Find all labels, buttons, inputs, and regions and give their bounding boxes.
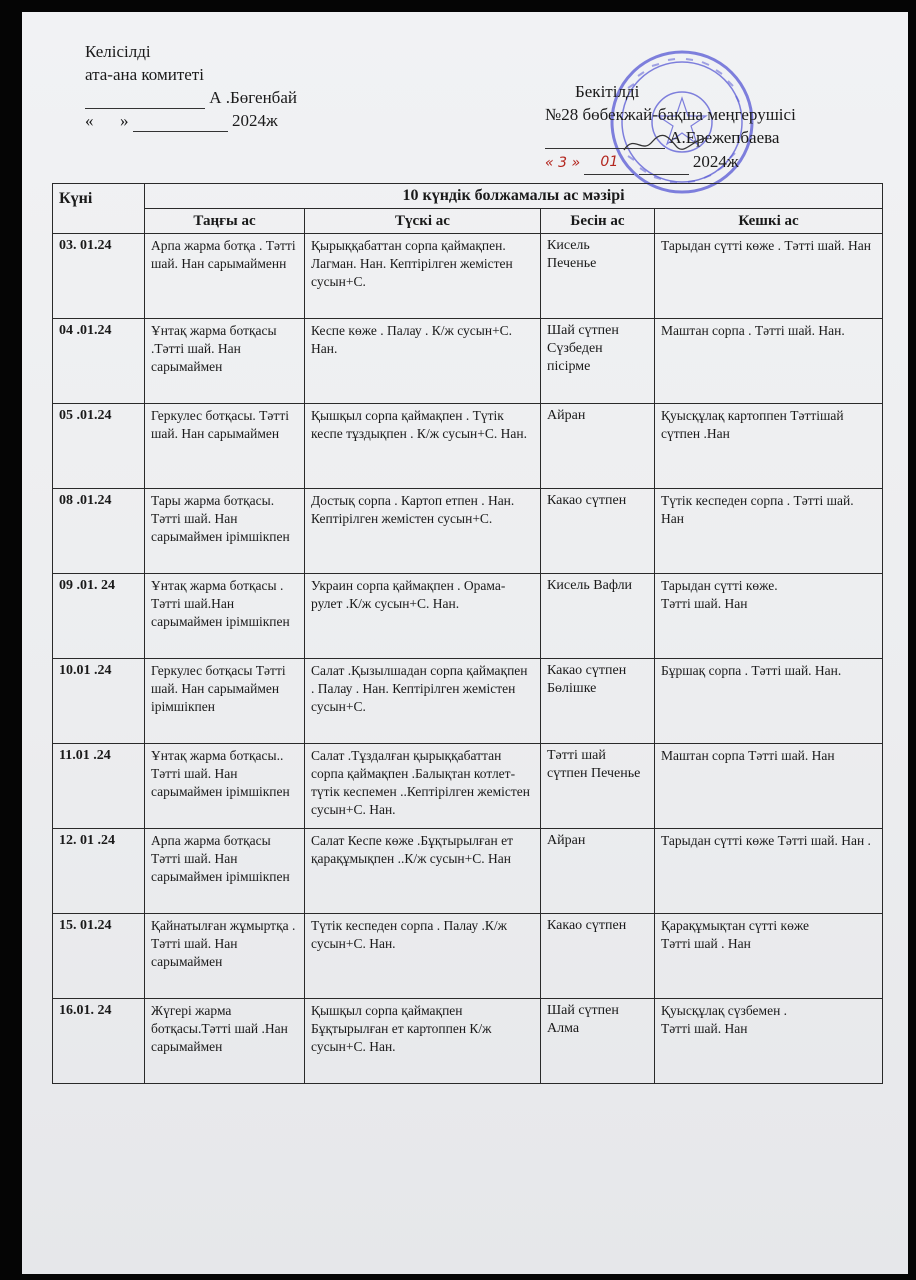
left-date-line: « » 2024ж: [85, 111, 278, 130]
day-cell: 04 .01.24: [53, 319, 145, 404]
kindergarten-head-label: №28 бөбекжай-бақша меңгерушісі: [545, 105, 796, 124]
menu-title: 10 күндік болжамалы ас мәзірі: [145, 184, 883, 209]
menu-row: [53, 914, 883, 999]
breakfast-cell: Арпа жарма ботқа . Тәтті шай. Нан сарымайменн: [145, 234, 305, 319]
day-cell: 16.01. 24: [53, 999, 145, 1084]
day-cell: 09 .01. 24: [53, 574, 145, 659]
lunch-cell: Қышқыл сорпа қаймақпен Бұқтырылған ет картоппен К/ж сусын+С. Нан.: [305, 999, 541, 1084]
menu-row: [53, 659, 883, 744]
approved-label: Бекітілді: [575, 82, 640, 101]
handwritten-day: « 3 »: [545, 155, 581, 171]
menu-row: [53, 319, 883, 404]
dinner-cell: Қуысқұлақ картоппен Тәттішай сүтпен .Нан: [655, 404, 883, 489]
day-column-header: Күні: [53, 184, 145, 234]
breakfast-cell: Геркулес ботқасы. Тәтті шай. Нан сарымаймен: [145, 404, 305, 489]
menu-rows: [53, 234, 883, 1084]
right-year: 2024ж: [692, 152, 739, 171]
snack-cell: Айран: [541, 829, 655, 914]
snack-cell: Какао сүтпен: [541, 914, 655, 999]
approval-left-block: [85, 40, 297, 132]
breakfast-cell: Жүгері жарма ботқасы.Тәтті шай .Нан сарымаймен: [145, 999, 305, 1084]
day-cell: 11.01 .24: [53, 744, 145, 829]
lunch-cell: Салат .Қызылшадан сорпа қаймақпен . Палау . Нан. Кептірілген жемістен сусын+С.: [305, 659, 541, 744]
menu-row: [53, 829, 883, 914]
breakfast-cell: Тары жарма ботқасы. Тәтті шай. Нан сарымаймен ірімшікпен: [145, 489, 305, 574]
snack-cell: Какао сүтпен: [541, 489, 655, 574]
lunch-cell: Достық сорпа . Картоп етпен . Нан. Кептірілген жемістен сусын+С.: [305, 489, 541, 574]
lunch-cell: Украин сорпа қаймақпен . Орама- рулет .К/ж сусын+С. Нан.: [305, 574, 541, 659]
parent-committee-label: ата-ана комитеті: [85, 65, 204, 84]
snack-cell: Шай сүтпен Сүзбеден пісірме: [541, 319, 655, 404]
dinner-cell: Тарыдан сүтті көже . Тәтті шай. Нан: [655, 234, 883, 319]
day-cell: 10.01 .24: [53, 659, 145, 744]
left-year: 2024ж: [232, 111, 278, 130]
breakfast-cell: Қайнатылған жұмыртқа . Тәтті шай. Нан сарымаймен: [145, 914, 305, 999]
lunch-cell: Салат .Тұздалған қырыққабаттан сорпа қаймақпен .Балықтан котлет- түтік кеспемен ..Кептірілген жемістен сусын+С. Нан.: [305, 744, 541, 829]
breakfast-cell: Ұнтақ жарма ботқасы .Тәтті шай. Нан сарымаймен: [145, 319, 305, 404]
lunch-cell: Қышқыл сорпа қаймақпен . Түтік кеспе тұздықпен . К/ж сусын+С. Нан.: [305, 404, 541, 489]
day-cell: 08 .01.24: [53, 489, 145, 574]
dinner-cell: Маштан сорпа . Тәтті шай. Нан.: [655, 319, 883, 404]
lunch-cell: Салат Кеспе көже .Бұқтырылған ет қарақұмықпен ..К/ж сусын+С. Нан: [305, 829, 541, 914]
handwritten-signature: [620, 128, 710, 158]
breakfast-cell: Ұнтақ жарма ботқасы . Тәтті шай.Нан сарымаймен ірімшікпен: [145, 574, 305, 659]
dinner-cell: Қуысқұлақ сүзбемен . Тәтті шай. Нан: [655, 999, 883, 1084]
menu-row: [53, 404, 883, 489]
day-cell: 15. 01.24: [53, 914, 145, 999]
day-cell: 12. 01 .24: [53, 829, 145, 914]
lunch-cell: Түтік кеспеден сорпа . Палау .К/ж сусын+С. Нан.: [305, 914, 541, 999]
dinner-cell: Тарыдан сүтті көже. Тәтті шай. Нан: [655, 574, 883, 659]
menu-row: [53, 234, 883, 319]
lunch-cell: Қырыққабаттан сорпа қаймақпен. Лагман. Нан. Кептірілген жемістен сусын+С.: [305, 234, 541, 319]
menu-row: [53, 574, 883, 659]
handwritten-month: 01: [600, 154, 619, 170]
left-signature-line: [85, 86, 297, 109]
breakfast-column-header: Таңғы ас: [145, 209, 305, 234]
snack-cell: Шай сүтпен Алма: [541, 999, 655, 1084]
menu-row: [53, 744, 883, 829]
menu-row: [53, 999, 883, 1084]
dinner-cell: Бұршақ сорпа . Тәтті шай. Нан.: [655, 659, 883, 744]
right-signatory-name: А.Ережепбаева: [669, 128, 780, 147]
snack-cell: Тәтті шай сүтпен Печенье: [541, 744, 655, 829]
snack-cell: Кисель Вафли: [541, 574, 655, 659]
left-signatory-name: А .Бөгенбай: [209, 88, 297, 107]
day-cell: 03. 01.24: [53, 234, 145, 319]
agreed-label: Келісілді: [85, 42, 151, 61]
dinner-column-header: Кешкі ас: [655, 209, 883, 234]
breakfast-cell: Арпа жарма ботқасы Тәтті шай. Нан сарымаймен ірімшікпен: [145, 829, 305, 914]
breakfast-cell: Геркулес ботқасы Тәтті шай. Нан сарымаймен ірімшікпен: [145, 659, 305, 744]
dinner-cell: Тарыдан сүтті көже Тәтті шай. Нан .: [655, 829, 883, 914]
dinner-cell: Түтік кеспеден сорпа . Тәтті шай. Нан: [655, 489, 883, 574]
snack-cell: Кисель Печенье: [541, 234, 655, 319]
snack-cell: Айран: [541, 404, 655, 489]
breakfast-cell: Ұнтақ жарма ботқасы.. Тәтті шай. Нан сарымаймен ірімшікпен: [145, 744, 305, 829]
menu-row: [53, 489, 883, 574]
snack-column-header: Бесін ас: [541, 209, 655, 234]
dinner-cell: Қарақұмықтан сүтті көже Тәтті шай . Нан: [655, 914, 883, 999]
menu-table: [52, 183, 883, 1084]
snack-cell: Какао сүтпен Бөлішке: [541, 659, 655, 744]
lunch-column-header: Түскі ас: [305, 209, 541, 234]
day-cell: 05 .01.24: [53, 404, 145, 489]
dinner-cell: Маштан сорпа Тәтті шай. Нан: [655, 744, 883, 829]
lunch-cell: Кеспе көже . Палау . К/ж сусын+С. Нан.: [305, 319, 541, 404]
